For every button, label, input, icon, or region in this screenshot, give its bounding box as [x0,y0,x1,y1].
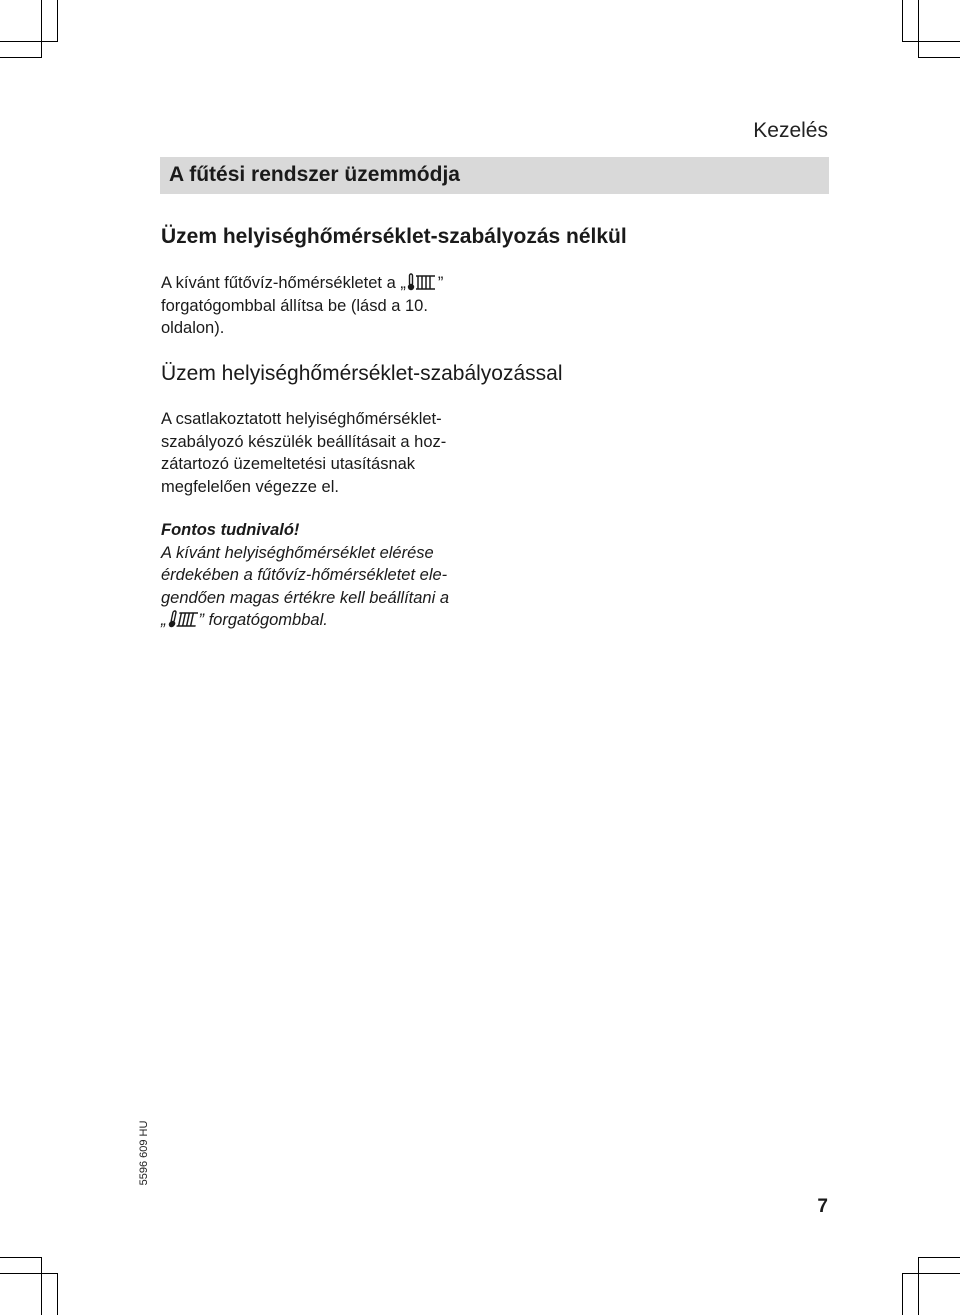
section1-line1-text: A kívánt fűtővíz-hőmérsékletet a „ [161,274,406,292]
chapter-title-bar [160,157,829,194]
section-label: Kezelés [753,119,828,142]
note-title: Fontos tudnivaló! [161,521,300,539]
page-number: 7 [817,1196,828,1217]
note-line: gendően magas értékre kell beállítani a [161,588,450,607]
section1-line2: forgatógombbal állítsa be (lásd a 10. [161,296,428,315]
section2-paragraph [161,408,491,498]
note-block [161,519,491,632]
section2-line: szabályozó készülék beállításait a hoz- [161,432,447,451]
section2-heading: Üzem helyiséghőmérséklet-szabályozással [161,362,563,385]
radiator-thermometer-icon [407,273,437,291]
section1-line1-close-quote: ” [437,274,444,292]
section1-heading: Üzem helyiséghőmérséklet-szabályozás nélkül [161,225,627,248]
chapter-title: A fűtési rendszer üzemmódja [169,163,460,186]
section1-line3: oldalon). [161,319,225,338]
section2-line: A csatlakoztatott helyiséghőmérséklet- [161,410,442,428]
note-line: A kívánt helyiséghőmérséklet elérése [161,543,434,562]
section2-line: zátartozó üzemeltetési utasításnak [161,455,416,474]
section1-paragraph [161,272,491,340]
radiator-thermometer-icon [168,610,198,628]
note-last-line-text: ” forgatógombbal. [198,611,328,630]
note-open-quote: „ [161,611,167,630]
section2-line: megfelelően végezze el. [161,477,339,496]
document-code: 5596 609 HU [138,1120,150,1186]
note-line: érdekében a fűtővíz-hőmérsékletet ele- [161,566,448,585]
